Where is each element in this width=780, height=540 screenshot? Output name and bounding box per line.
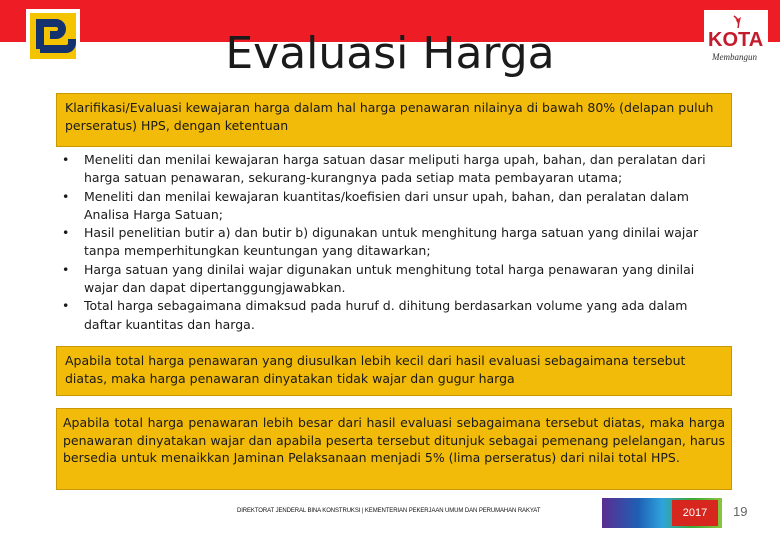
- list-item-text: Harga satuan yang dinilai wajar digunakan untuk menghitung total harga penawaran yang dinilai wajar dan dapat dipertanggungjawabkan.: [84, 261, 695, 296]
- list-item-text: Meneliti dan menilai kewajaran harga satuan dasar meliputi harga upah, bahan, dan peralatan dari harga satuan penawaran, sekurang-kurangnya pada setiap mata pembayaran utama;: [84, 152, 706, 186]
- list-item: [62, 188, 712, 225]
- list-item-text: Meneliti dan menilai kewajaran kuantitas/koefisien dari unsur upah, bahan, dan peralatan dalam Analisa Harga Satuan;: [84, 188, 689, 222]
- note-text: Apabila total harga penawaran yang diusulkan lebih kecil dari hasil evaluasi sebagaimana tersebut diatas, maka harga penawaran dinyatakan tidak wajar dan gugur harga: [65, 353, 686, 386]
- page-title: Evaluasi Harga: [225, 28, 555, 79]
- intro-text: Klarifikasi/Evaluasi kewajaran harga dalam hal harga penawaran nilainya di bawah 80% (delapan puluh perseratus) HPS, dengan ketentuan: [65, 100, 714, 133]
- intro-box: [56, 93, 732, 147]
- list-item: [62, 224, 712, 261]
- page-number: 19: [733, 504, 748, 519]
- list-item: [62, 297, 712, 334]
- list-item-text: Hasil penelitian butir a) dan butir b) digunakan untuk menghitung harga satuan yang dinilai wajar tanpa memperhitungkan keuntungan yang ditawarkan;: [84, 225, 699, 259]
- list-item: [62, 151, 712, 188]
- footer-text: DIREKTORAT JENDERAL BINA KONSTRUKSI | KEMENTERIAN PEKERJAAN UMUM DAN PERUMAHAN RAKYAT: [237, 508, 541, 514]
- bullet-list: [62, 151, 712, 334]
- list-item-text: Total harga sebagaimana dimaksud pada huruf d. dihitung berdasarkan volume yang ada dalam daftar kuantitas dan harga.: [84, 298, 688, 332]
- year-badge: 2017: [672, 500, 718, 526]
- bullet-icon: •: [62, 188, 70, 204]
- membangun-text: Membangun: [712, 52, 757, 62]
- note-box-tidak-wajar: [56, 346, 732, 396]
- note-text: Apabila total harga penawaran lebih besar dari hasil evaluasi sebagaimana tersebut diatas, maka harga penawaran dinyatakan wajar dan apabila peserta tersebut ditunjuk sebagai pemenang pelelangan, harus bersedia untuk menaikkan Jaminan Pelaksanaan menjadi 5% (lima perseratus) dari nilai total HPS.: [63, 415, 725, 465]
- list-item: [62, 261, 712, 298]
- bullet-icon: •: [62, 298, 70, 314]
- kota-text: KOTA: [708, 29, 764, 51]
- bullet-icon: •: [62, 152, 70, 167]
- note-box-wajar: [56, 408, 732, 490]
- bullet-icon: •: [62, 261, 70, 277]
- bullet-icon: •: [62, 225, 70, 241]
